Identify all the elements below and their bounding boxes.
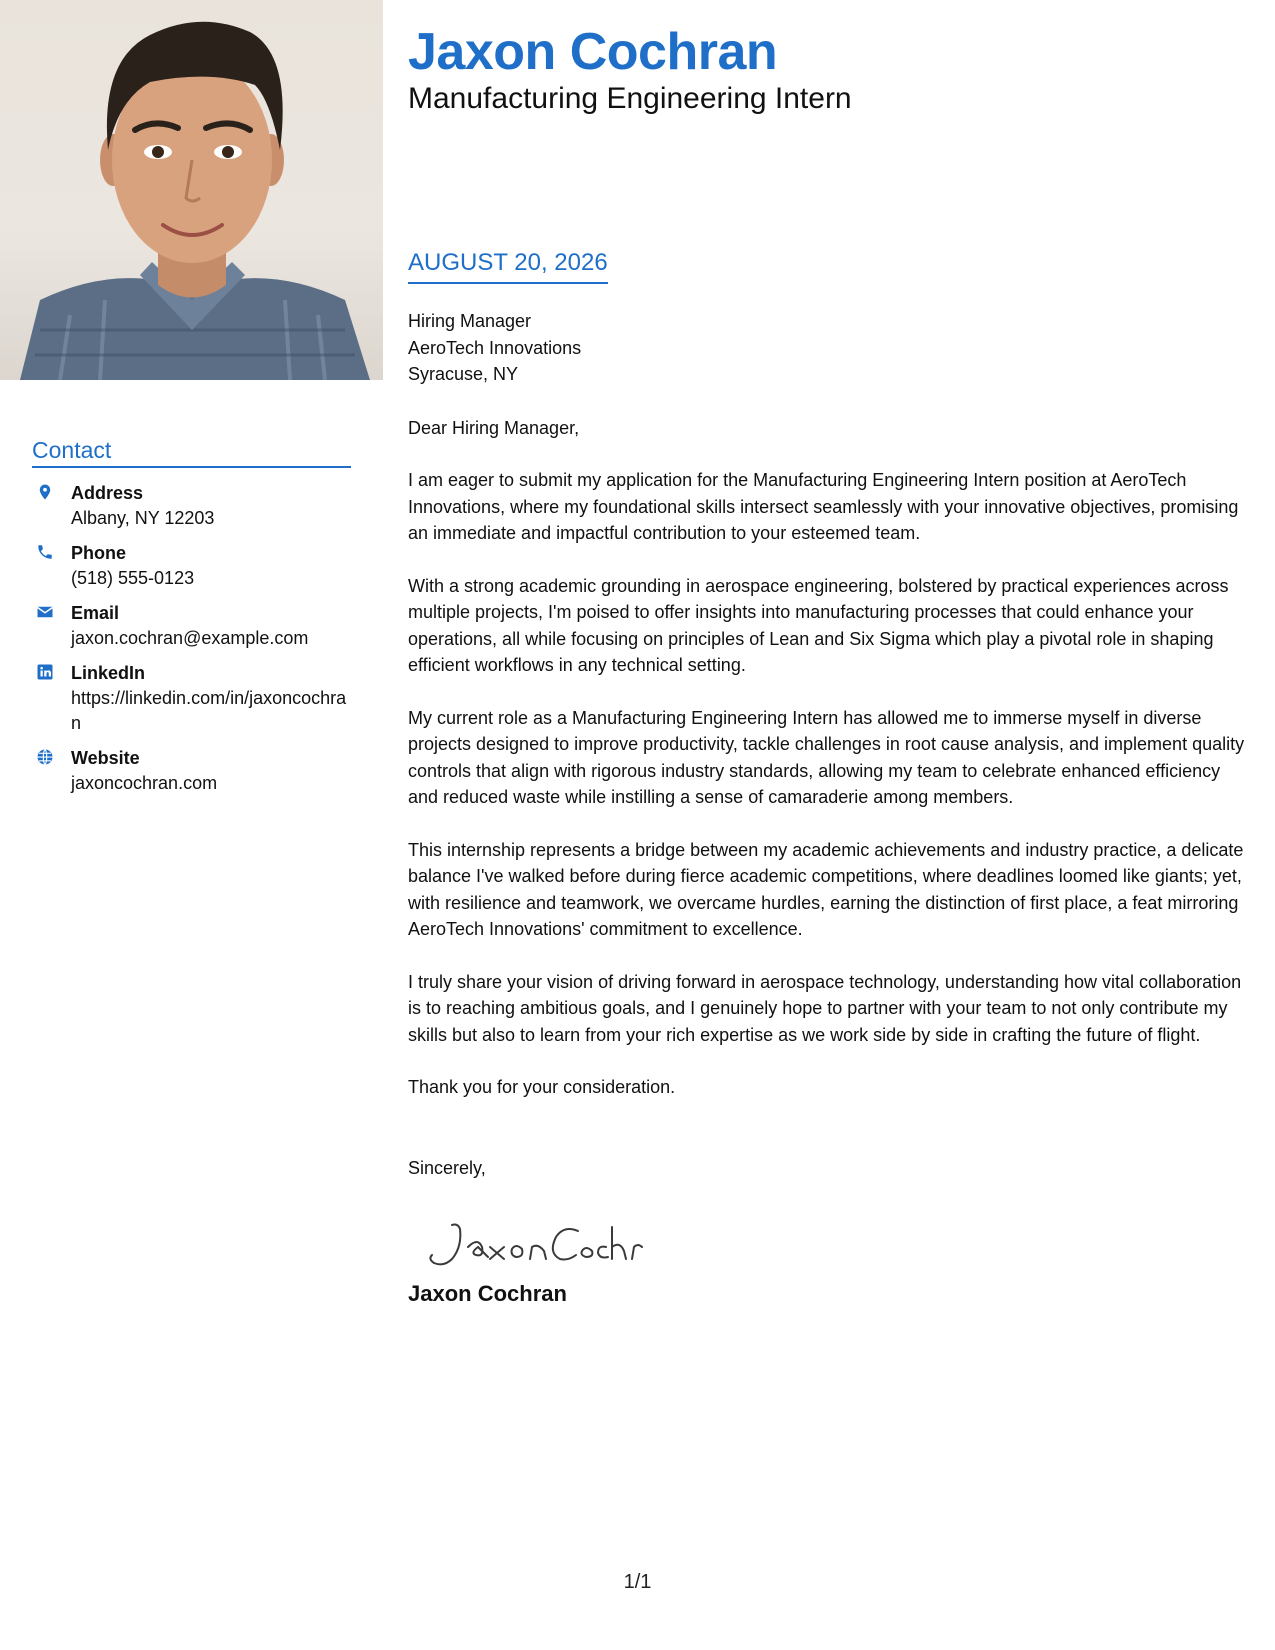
- contact-label: Phone: [71, 543, 127, 563]
- page-number: 1/1: [623, 1571, 652, 1593]
- body-paragraph: Thank you for your consideration.: [408, 1077, 676, 1097]
- contact-list: [32, 481, 352, 806]
- applicant-name: Jaxon Cochran: [408, 23, 778, 81]
- contact-section-title: Contact: [32, 437, 351, 468]
- body-paragraph: I truly share your vision of driving forward in aerospace technology, understanding how vital collaboration is to reaching ambitious goals, and I genuinely hope to partner with your team to not only contribute my skills but also to learn from your rich expertise as we work side by side in crafting the future of flight.: [408, 971, 1242, 1045]
- contact-value[interactable]: jaxon.cochran@example.com: [71, 628, 309, 648]
- map-pin-icon: [36, 483, 54, 501]
- body-paragraph: With a strong academic grounding in aerospace engineering, bolstered by practical experiences across multiple projects, I'm poised to offer insights into manufacturing processes that could enhance your operations, all while focusing on principles of Lean and Six Sigma which play a pivotal role in shaping efficient workflows in any technical setting.: [408, 575, 1229, 675]
- recipient-line: Hiring Manager: [408, 311, 532, 331]
- contact-value: Albany, NY 12203: [71, 508, 215, 528]
- contact-value: (518) 555-0123: [71, 568, 195, 588]
- closing: Sincerely,: [408, 1157, 486, 1178]
- contact-label: LinkedIn: [71, 663, 146, 683]
- phone-icon: [36, 543, 54, 561]
- body-paragraph: This internship represents a bridge between my academic achievements and industry practice, a delicate balance I've walked before during fierce academic competitions, where deadlines loomed like giants; yet, with resilience and teamwork, we overcame hurdles, earning the distinction of first place, a feat mirroring AeroTech Innovations' commitment to excellence.: [408, 839, 1244, 939]
- contact-value[interactable]: jaxoncochran.com: [71, 773, 218, 793]
- job-title: Manufacturing Engineering Intern: [408, 82, 852, 115]
- signer-name: Jaxon Cochran: [408, 1281, 567, 1306]
- contact-item-phone: [32, 541, 352, 591]
- contact-item-email: [32, 601, 352, 651]
- recipient-block: [408, 308, 1248, 388]
- contact-value[interactable]: https://linkedin.com/in/jaxoncochran: [71, 688, 347, 733]
- contact-label: Address: [71, 483, 144, 503]
- recipient-line: Syracuse, NY: [408, 364, 519, 384]
- globe-icon: [36, 748, 54, 766]
- handwritten-signature: [408, 1207, 1248, 1277]
- recipient-line: AeroTech Innovations: [408, 337, 582, 358]
- salutation: Dear Hiring Manager,: [408, 417, 580, 438]
- contact-label: Email: [71, 603, 120, 623]
- contact-item-linkedin: [32, 661, 352, 736]
- email-icon: [36, 603, 54, 621]
- profile-photo: [0, 0, 383, 380]
- body-paragraph: I am eager to submit my application for the Manufacturing Engineering Intern position at AeroTech Innovations, where my foundational skills intersect seamlessly with your innovative objectives, promising an immediate and impactful contribution to your esteemed team.: [408, 470, 1239, 543]
- letter-date: AUGUST 20, 2026: [408, 249, 608, 284]
- body-paragraph: My current role as a Manufacturing Engineering Intern has allowed me to immerse myself in diverse projects designed to improve productivity, tackle challenges in root cause analysis, and implement quality controls that align with rigorous industry standards, allowing my team to celebrate enhanced efficiency and reduced waste while instilling a sense of camaraderie among members.: [408, 707, 1245, 807]
- contact-label: Website: [71, 748, 140, 768]
- sidebar: [0, 0, 383, 1650]
- contact-item-address: [32, 481, 352, 531]
- contact-item-website: [32, 746, 352, 796]
- letter-body: [408, 308, 1248, 1308]
- linkedin-icon: [36, 663, 54, 681]
